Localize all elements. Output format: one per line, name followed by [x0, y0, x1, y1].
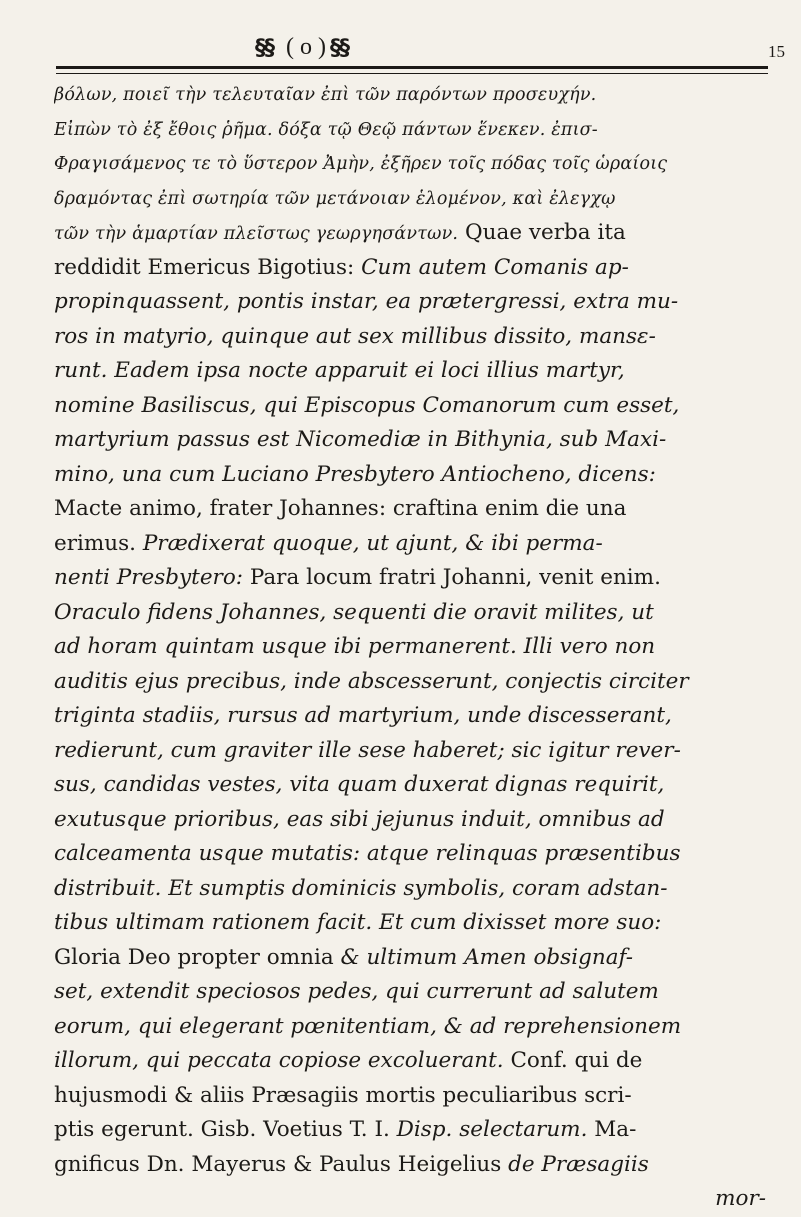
italic-text: & ultimum Amen obsignaf-: [340, 944, 633, 970]
roman-text: Gloria Deo propter omnia: [54, 944, 341, 970]
header-rule: [56, 66, 768, 74]
roman-text: Φραγισάμενος τε τὸ ὕστερον Ἀμὴν, ἐξῆρεν τοῖς πόδας τοῖς ὡραίοις: [54, 154, 668, 174]
text-line: [54, 561, 774, 596]
text-line: [54, 354, 774, 389]
italic-text: redierunt, cum graviter ille sese haberet; sic igitur rever-: [54, 737, 681, 763]
text-line: [54, 423, 774, 458]
text-line: [54, 285, 774, 320]
text-line: [54, 975, 774, 1010]
text-line: [54, 527, 774, 562]
text-line: [54, 320, 774, 355]
italic-text: ros in matyrio, quinque aut sex millibus dissito, mansε-: [54, 323, 656, 349]
roman-text: Para locum fratri Johanni, venit enim.: [249, 565, 661, 590]
text-line: [54, 1113, 774, 1148]
text-line: [54, 458, 774, 493]
text-line: [54, 251, 774, 286]
italic-text: exutusque prioribus, eas sibi jejunus induit, omnibus ad: [54, 806, 665, 832]
italic-text: Disp. selectarum.: [396, 1117, 588, 1142]
text-line: [54, 182, 774, 217]
page-header: [0, 30, 801, 66]
text-line: [54, 216, 774, 251]
ornament-right: §§: [330, 36, 348, 61]
roman-text: Conf. qui de: [510, 1048, 643, 1073]
text-line: [54, 1044, 774, 1079]
italic-text: nenti Presbytero:: [54, 565, 250, 590]
text-line: [54, 906, 774, 941]
roman-text: reddidit Emericus Bigotius:: [54, 254, 362, 280]
italic-text: sus, candidas vestes, vita quam duxerat dignas requirit,: [54, 772, 665, 797]
text-line: [54, 389, 774, 424]
italic-text: de Præsagiis: [508, 1151, 649, 1177]
italic-text: illorum, qui peccata copiose excoluerant.: [54, 1048, 511, 1073]
italic-text: martyrium passus est Nicomediæ in Bithynia, sub Maxi-: [54, 427, 667, 452]
text-line: [54, 665, 774, 700]
italic-text: ad horam quintam usque ibi permanerent. Illi vero non: [54, 634, 656, 659]
italic-text: propinquassent, pontis instar, ea prætergressi, extra mu-: [54, 289, 679, 314]
roman-text: βόλων, ποιεῖ τὴν τελευταῖαν ἐπὶ τῶν παρόντων προσευχήν.: [54, 85, 597, 105]
text-line: [54, 1079, 774, 1114]
text-line: [54, 596, 774, 631]
page-number: 15: [768, 42, 785, 61]
text-line: [54, 699, 774, 734]
italic-text: distribuit. Et sumptis dominicis symbolis, coram adstan-: [54, 875, 668, 901]
roman-text: Εἰπὼν τὸ ἐξ ἔθοις ῥῆμα. δόξα τῷ Θεῷ πάντων ἕνεκεν. ἐπισ-: [54, 119, 598, 140]
ornament-left: §§: [255, 36, 273, 61]
text-line: [54, 941, 774, 976]
italic-text: auditis ejus precibus, inde abscesserunt, conjectis circiter: [54, 668, 689, 694]
text-line: [54, 492, 774, 527]
italic-text: Oraculo fidens Johannes, sequenti die oravit milites, ut: [54, 599, 654, 625]
roman-text: Macte animo, frater Johannes: craftina enim die una: [54, 496, 627, 521]
roman-text: ptis egerunt. Gisb. Voetius T. I.: [54, 1117, 397, 1142]
italic-text: Cum autem Comanis ap-: [361, 254, 629, 280]
italic-text: runt. Eadem ipsa nocte apparuit ei loci illius martyr,: [54, 358, 625, 383]
text-line: [54, 113, 774, 148]
text-line: [54, 1148, 774, 1183]
italic-text: calceamenta usque mutatis: atque relinquas præsentibus: [54, 841, 681, 866]
text-line: [54, 837, 774, 872]
roman-text: Quae verba ita: [458, 220, 626, 245]
text-line: [54, 872, 774, 907]
text-line: [54, 803, 774, 838]
text-line: [54, 1010, 774, 1045]
italic-text: triginta stadiis, rursus ad martyrium, unde discesserant,: [54, 703, 672, 728]
body-text: [54, 78, 774, 1217]
text-line: [54, 78, 774, 113]
text-line: [54, 734, 774, 769]
roman-text: gnificus Dn. Mayerus & Paulus Heigelius: [54, 1151, 509, 1177]
text-line: [54, 630, 774, 665]
roman-text: hujusmodi & aliis Præsagiis mortis peculiaribus scri-: [54, 1082, 632, 1108]
italic-text: mino, una cum Luciano Presbytero Antiocheno, dicens:: [54, 461, 656, 487]
italic-text: tibus ultimam rationem facit. Et cum dixisset more suo:: [54, 910, 662, 935]
italic-text: nomine Basiliscus, qui Episcopus Comanorum cum esset,: [54, 392, 680, 418]
signature-mark: ( o ): [286, 34, 326, 60]
text-line: [54, 768, 774, 803]
catchword: mor-: [715, 1186, 766, 1211]
italic-text: set, extendit speciosos pedes, qui currerunt ad salutem: [54, 979, 659, 1004]
text-line: [54, 147, 774, 182]
roman-text: erimus.: [54, 530, 143, 556]
italic-text: eorum, qui elegerant pœnitentiam, & ad reprehensionem: [54, 1013, 682, 1039]
roman-text: δραμόντας ἐπὶ σωτηρία τῶν μετάνοιαν ἑλομένον, καὶ ἐλεγχῳ: [54, 188, 616, 209]
roman-text: Ma-: [587, 1117, 637, 1142]
italic-text: Prædixerat quoque, ut ajunt, & ibi perma-: [142, 530, 603, 556]
roman-text: τῶν τὴν ἁμαρτίαν πλεῖστως γεωργησάντων.: [54, 224, 459, 244]
